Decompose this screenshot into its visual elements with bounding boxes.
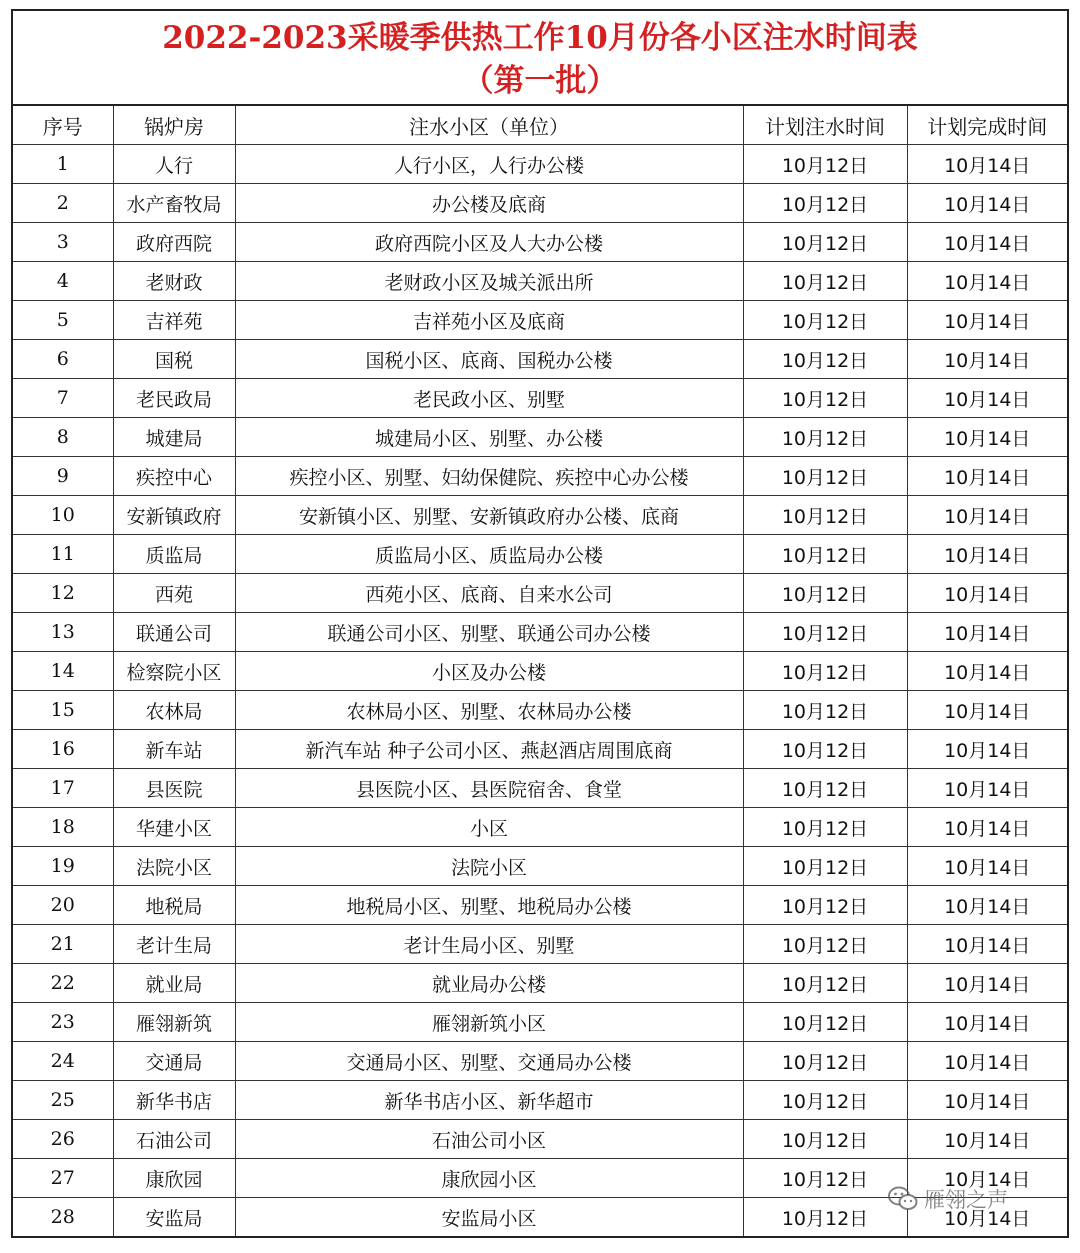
boiler-room: 华建小区 bbox=[113, 808, 235, 847]
table-row bbox=[13, 691, 1067, 730]
row-number: 25 bbox=[13, 1081, 113, 1120]
boiler-room: 安新镇政府 bbox=[113, 496, 235, 535]
boiler-room: 质监局 bbox=[113, 535, 235, 574]
planned-start-date: 10月12日 bbox=[743, 652, 907, 691]
boiler-room: 石油公司 bbox=[113, 1120, 235, 1159]
water-fill-area: 联通公司小区、别墅、联通公司办公楼 bbox=[235, 613, 743, 652]
row-number: 4 bbox=[13, 262, 113, 301]
row-number: 14 bbox=[13, 652, 113, 691]
boiler-room: 联通公司 bbox=[113, 613, 235, 652]
boiler-room: 人行 bbox=[113, 145, 235, 184]
water-fill-area: 法院小区 bbox=[235, 847, 743, 886]
boiler-room: 老计生局 bbox=[113, 925, 235, 964]
table-row bbox=[13, 574, 1067, 613]
table-row bbox=[13, 262, 1067, 301]
planned-end-date: 10月14日 bbox=[907, 652, 1067, 691]
planned-end-date: 10月14日 bbox=[907, 1042, 1067, 1081]
planned-start-date: 10月12日 bbox=[743, 262, 907, 301]
boiler-room: 新车站 bbox=[113, 730, 235, 769]
wechat-icon bbox=[888, 1186, 918, 1212]
water-fill-area: 小区 bbox=[235, 808, 743, 847]
row-number: 19 bbox=[13, 847, 113, 886]
schedule-sheet bbox=[11, 9, 1069, 1238]
planned-end-date: 10月14日 bbox=[907, 964, 1067, 1003]
row-number: 15 bbox=[13, 691, 113, 730]
schedule-table bbox=[13, 106, 1067, 1236]
table-row bbox=[13, 145, 1067, 184]
title-line-1: 2022-2023采暖季供热工作10月份各小区注水时间表 bbox=[162, 20, 918, 56]
water-fill-area: 地税局小区、别墅、地税局办公楼 bbox=[235, 886, 743, 925]
planned-end-date: 10月14日 bbox=[907, 184, 1067, 223]
row-number: 28 bbox=[13, 1198, 113, 1237]
planned-end-date: 10月14日 bbox=[907, 769, 1067, 808]
boiler-room: 交通局 bbox=[113, 1042, 235, 1081]
planned-start-date: 10月12日 bbox=[743, 1198, 907, 1237]
table-row bbox=[13, 613, 1067, 652]
row-number: 22 bbox=[13, 964, 113, 1003]
water-fill-area: 人行小区，人行办公楼 bbox=[235, 145, 743, 184]
table-row bbox=[13, 340, 1067, 379]
table-row bbox=[13, 847, 1067, 886]
water-fill-area: 交通局小区、别墅、交通局办公楼 bbox=[235, 1042, 743, 1081]
planned-end-date: 10月14日 bbox=[907, 145, 1067, 184]
table-row bbox=[13, 652, 1067, 691]
watermark-text: 雁翎之声 bbox=[924, 1188, 1008, 1212]
row-number: 27 bbox=[13, 1159, 113, 1198]
table-row bbox=[13, 1003, 1067, 1042]
table-row bbox=[13, 1081, 1067, 1120]
water-fill-area: 安监局小区 bbox=[235, 1198, 743, 1237]
table-row bbox=[13, 418, 1067, 457]
planned-start-date: 10月12日 bbox=[743, 145, 907, 184]
row-number: 26 bbox=[13, 1120, 113, 1159]
water-fill-area: 老计生局小区、别墅 bbox=[235, 925, 743, 964]
water-fill-area: 国税小区、底商、国税办公楼 bbox=[235, 340, 743, 379]
row-number: 18 bbox=[13, 808, 113, 847]
planned-end-date: 10月14日 bbox=[907, 457, 1067, 496]
water-fill-area: 农林局小区、别墅、农林局办公楼 bbox=[235, 691, 743, 730]
table-row bbox=[13, 301, 1067, 340]
water-fill-area: 小区及办公楼 bbox=[235, 652, 743, 691]
planned-start-date: 10月12日 bbox=[743, 730, 907, 769]
table-row bbox=[13, 925, 1067, 964]
planned-end-date: 10月14日 bbox=[907, 808, 1067, 847]
boiler-room: 政府西院 bbox=[113, 223, 235, 262]
row-number: 1 bbox=[13, 145, 113, 184]
table-row bbox=[13, 1042, 1067, 1081]
water-fill-area: 质监局小区、质监局办公楼 bbox=[235, 535, 743, 574]
water-fill-area: 老民政小区、别墅 bbox=[235, 379, 743, 418]
row-number: 6 bbox=[13, 340, 113, 379]
water-fill-area: 疾控小区、别墅、妇幼保健院、疾控中心办公楼 bbox=[235, 457, 743, 496]
planned-start-date: 10月12日 bbox=[743, 340, 907, 379]
boiler-room: 雁翎新筑 bbox=[113, 1003, 235, 1042]
row-number: 13 bbox=[13, 613, 113, 652]
row-number: 3 bbox=[13, 223, 113, 262]
water-fill-area: 老财政小区及城关派出所 bbox=[235, 262, 743, 301]
row-number: 17 bbox=[13, 769, 113, 808]
boiler-room: 安监局 bbox=[113, 1198, 235, 1237]
boiler-room: 城建局 bbox=[113, 418, 235, 457]
planned-end-date: 10月14日 bbox=[907, 847, 1067, 886]
watermark bbox=[888, 1184, 1008, 1214]
column-header-area: 注水小区（单位） bbox=[235, 106, 743, 145]
planned-start-date: 10月12日 bbox=[743, 769, 907, 808]
planned-end-date: 10月14日 bbox=[907, 925, 1067, 964]
planned-start-date: 10月12日 bbox=[743, 574, 907, 613]
boiler-room: 疾控中心 bbox=[113, 457, 235, 496]
table-row bbox=[13, 184, 1067, 223]
column-header-boiler: 锅炉房 bbox=[113, 106, 235, 145]
planned-start-date: 10月12日 bbox=[743, 223, 907, 262]
planned-start-date: 10月12日 bbox=[743, 1081, 907, 1120]
planned-start-date: 10月12日 bbox=[743, 886, 907, 925]
table-row bbox=[13, 535, 1067, 574]
planned-end-date: 10月14日 bbox=[907, 262, 1067, 301]
planned-end-date: 10月14日 bbox=[907, 223, 1067, 262]
planned-start-date: 10月12日 bbox=[743, 457, 907, 496]
planned-start-date: 10月12日 bbox=[743, 379, 907, 418]
column-header-no: 序号 bbox=[13, 106, 113, 145]
planned-start-date: 10月12日 bbox=[743, 847, 907, 886]
water-fill-area: 康欣园小区 bbox=[235, 1159, 743, 1198]
planned-end-date: 10月14日 bbox=[907, 613, 1067, 652]
planned-start-date: 10月12日 bbox=[743, 925, 907, 964]
water-fill-area: 办公楼及底商 bbox=[235, 184, 743, 223]
table-row bbox=[13, 1120, 1067, 1159]
boiler-room: 康欣园 bbox=[113, 1159, 235, 1198]
row-number: 20 bbox=[13, 886, 113, 925]
water-fill-area: 政府西院小区及人大办公楼 bbox=[235, 223, 743, 262]
row-number: 11 bbox=[13, 535, 113, 574]
planned-start-date: 10月12日 bbox=[743, 535, 907, 574]
row-number: 9 bbox=[13, 457, 113, 496]
row-number: 24 bbox=[13, 1042, 113, 1081]
planned-end-date: 10月14日 bbox=[907, 691, 1067, 730]
boiler-room: 老民政局 bbox=[113, 379, 235, 418]
planned-start-date: 10月12日 bbox=[743, 184, 907, 223]
row-number: 5 bbox=[13, 301, 113, 340]
row-number: 2 bbox=[13, 184, 113, 223]
row-number: 23 bbox=[13, 1003, 113, 1042]
page-title bbox=[13, 11, 1067, 106]
water-fill-area: 安新镇小区、别墅、安新镇政府办公楼、底商 bbox=[235, 496, 743, 535]
planned-start-date: 10月12日 bbox=[743, 1159, 907, 1198]
planned-start-date: 10月12日 bbox=[743, 418, 907, 457]
planned-end-date: 10月14日 bbox=[907, 1003, 1067, 1042]
planned-end-date: 10月14日 bbox=[907, 340, 1067, 379]
table-row bbox=[13, 223, 1067, 262]
title-line-2: （第一批） bbox=[462, 63, 618, 99]
planned-start-date: 10月12日 bbox=[743, 1120, 907, 1159]
planned-start-date: 10月12日 bbox=[743, 691, 907, 730]
boiler-room: 农林局 bbox=[113, 691, 235, 730]
row-number: 21 bbox=[13, 925, 113, 964]
water-fill-area: 西苑小区、底商、自来水公司 bbox=[235, 574, 743, 613]
column-header-start: 计划注水时间 bbox=[743, 106, 907, 145]
planned-end-date: 10月14日 bbox=[907, 496, 1067, 535]
table-row bbox=[13, 769, 1067, 808]
table-row bbox=[13, 457, 1067, 496]
row-number: 12 bbox=[13, 574, 113, 613]
boiler-room: 法院小区 bbox=[113, 847, 235, 886]
table-row bbox=[13, 379, 1067, 418]
planned-end-date: 10月14日 bbox=[907, 418, 1067, 457]
row-number: 16 bbox=[13, 730, 113, 769]
boiler-room: 检察院小区 bbox=[113, 652, 235, 691]
boiler-room: 西苑 bbox=[113, 574, 235, 613]
water-fill-area: 石油公司小区 bbox=[235, 1120, 743, 1159]
row-number: 7 bbox=[13, 379, 113, 418]
planned-end-date: 10月14日 bbox=[907, 574, 1067, 613]
planned-start-date: 10月12日 bbox=[743, 613, 907, 652]
water-fill-area: 就业局办公楼 bbox=[235, 964, 743, 1003]
column-header-end: 计划完成时间 bbox=[907, 106, 1067, 145]
planned-start-date: 10月12日 bbox=[743, 496, 907, 535]
planned-start-date: 10月12日 bbox=[743, 301, 907, 340]
boiler-room: 就业局 bbox=[113, 964, 235, 1003]
planned-end-date: 10月14日 bbox=[907, 301, 1067, 340]
planned-start-date: 10月12日 bbox=[743, 964, 907, 1003]
planned-start-date: 10月12日 bbox=[743, 1003, 907, 1042]
planned-end-date: 10月14日 bbox=[907, 886, 1067, 925]
table-header-row bbox=[13, 106, 1067, 145]
table-row bbox=[13, 964, 1067, 1003]
planned-start-date: 10月12日 bbox=[743, 808, 907, 847]
boiler-room: 新华书店 bbox=[113, 1081, 235, 1120]
row-number: 10 bbox=[13, 496, 113, 535]
boiler-room: 国税 bbox=[113, 340, 235, 379]
planned-end-date: 10月14日 bbox=[907, 379, 1067, 418]
planned-end-date: 10月14日 bbox=[907, 1159, 1067, 1198]
water-fill-area: 雁翎新筑小区 bbox=[235, 1003, 743, 1042]
boiler-room: 县医院 bbox=[113, 769, 235, 808]
water-fill-area: 县医院小区、县医院宿舍、食堂 bbox=[235, 769, 743, 808]
boiler-room: 水产畜牧局 bbox=[113, 184, 235, 223]
water-fill-area: 新华书店小区、新华超市 bbox=[235, 1081, 743, 1120]
boiler-room: 地税局 bbox=[113, 886, 235, 925]
row-number: 8 bbox=[13, 418, 113, 457]
boiler-room: 吉祥苑 bbox=[113, 301, 235, 340]
table-row bbox=[13, 496, 1067, 535]
planned-end-date: 10月14日 bbox=[907, 535, 1067, 574]
planned-start-date: 10月12日 bbox=[743, 1042, 907, 1081]
table-row bbox=[13, 808, 1067, 847]
planned-end-date: 10月14日 bbox=[907, 1198, 1067, 1237]
water-fill-area: 新汽车站 种子公司小区、燕赵酒店周围底商 bbox=[235, 730, 743, 769]
table-row bbox=[13, 886, 1067, 925]
table-row bbox=[13, 730, 1067, 769]
planned-end-date: 10月14日 bbox=[907, 1081, 1067, 1120]
water-fill-area: 吉祥苑小区及底商 bbox=[235, 301, 743, 340]
water-fill-area: 城建局小区、别墅、办公楼 bbox=[235, 418, 743, 457]
boiler-room: 老财政 bbox=[113, 262, 235, 301]
planned-end-date: 10月14日 bbox=[907, 730, 1067, 769]
planned-end-date: 10月14日 bbox=[907, 1120, 1067, 1159]
